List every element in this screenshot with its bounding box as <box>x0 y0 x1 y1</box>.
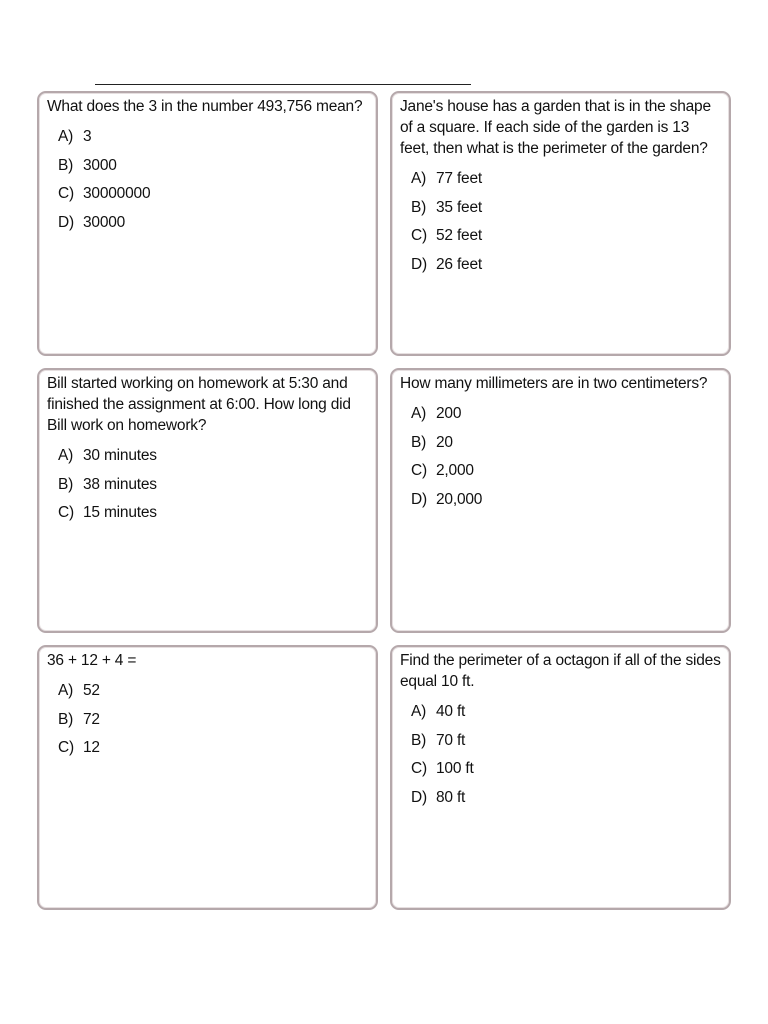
option-label: A) <box>411 703 427 720</box>
answer-option[interactable] <box>411 727 721 756</box>
option-text: 30000000 <box>83 185 151 202</box>
answer-option[interactable] <box>411 429 721 458</box>
option-text: 200 <box>436 405 462 422</box>
option-label: A) <box>58 447 74 464</box>
option-text: 30000 <box>83 213 126 231</box>
answer-option[interactable] <box>58 499 368 528</box>
question-text: What does the 3 in the number 493,756 mean? <box>47 98 363 115</box>
option-label: C) <box>58 185 74 202</box>
option-text: 20 <box>436 433 453 451</box>
option-label: B) <box>411 198 427 216</box>
option-text: 80 ft <box>436 788 466 806</box>
answer-option[interactable] <box>58 471 368 500</box>
option-label: A) <box>58 682 74 699</box>
option-label: C) <box>58 739 74 756</box>
option-label: B) <box>58 710 74 728</box>
answer-option[interactable] <box>58 706 368 735</box>
option-label: D) <box>58 213 74 231</box>
answer-option[interactable] <box>58 152 368 181</box>
option-label: B) <box>411 731 427 749</box>
answer-option[interactable] <box>411 165 721 194</box>
option-text: 72 <box>83 710 100 728</box>
option-text: 12 <box>83 739 100 756</box>
answer-option[interactable] <box>411 755 721 784</box>
answer-options <box>400 165 721 279</box>
option-label: A) <box>411 405 427 422</box>
question-card-6 <box>390 645 731 910</box>
answer-options <box>47 123 368 237</box>
option-label: D) <box>411 490 427 508</box>
answer-option[interactable] <box>58 180 368 209</box>
option-label: B) <box>58 475 74 493</box>
option-text: 20,000 <box>436 490 483 508</box>
answer-options <box>400 400 721 514</box>
option-label: D) <box>411 788 427 806</box>
question-text: Find the perimeter of a octagon if all of the sides equal 10 ft. <box>400 652 721 690</box>
option-text: 38 minutes <box>83 475 157 493</box>
answer-option[interactable] <box>411 784 721 813</box>
option-text: 52 feet <box>436 227 483 244</box>
question-text: Bill started working on homework at 5:30 and finished the assignment at 6:00. How long did Bill work on homework? <box>47 375 351 434</box>
name-line <box>95 84 471 85</box>
option-text: 35 feet <box>436 198 483 216</box>
option-label: C) <box>58 504 74 521</box>
option-text: 52 <box>83 682 100 699</box>
option-label: C) <box>411 760 427 777</box>
option-text: 26 feet <box>436 255 483 273</box>
option-label: B) <box>58 156 74 174</box>
answer-option[interactable] <box>58 442 368 471</box>
option-text: 40 ft <box>436 703 466 720</box>
answer-option[interactable] <box>411 457 721 486</box>
answer-option[interactable] <box>411 194 721 223</box>
option-label: D) <box>411 255 427 273</box>
option-text: 3000 <box>83 156 117 174</box>
answer-option[interactable] <box>411 698 721 727</box>
answer-option[interactable] <box>411 251 721 280</box>
option-label: B) <box>411 433 427 451</box>
question-card-3 <box>37 368 378 633</box>
answer-option[interactable] <box>58 677 368 706</box>
question-text: 36 + 12 + 4 = <box>47 652 137 669</box>
option-text: 3 <box>83 128 92 145</box>
answer-options <box>47 442 368 528</box>
answer-option[interactable] <box>58 734 368 763</box>
option-label: C) <box>411 227 427 244</box>
answer-option[interactable] <box>58 209 368 238</box>
answer-option[interactable] <box>411 486 721 515</box>
answer-option[interactable] <box>411 222 721 251</box>
question-card-4 <box>390 368 731 633</box>
option-text: 100 ft <box>436 760 474 777</box>
option-text: 15 minutes <box>83 504 157 521</box>
option-label: A) <box>58 128 74 145</box>
option-text: 30 minutes <box>83 447 157 464</box>
question-text: How many millimeters are in two centimeters? <box>400 375 708 392</box>
option-text: 77 feet <box>436 170 483 187</box>
answer-options <box>400 698 721 812</box>
question-card-2 <box>390 91 731 356</box>
question-card-1 <box>37 91 378 356</box>
option-label: A) <box>411 170 427 187</box>
answer-option[interactable] <box>58 123 368 152</box>
option-text: 70 ft <box>436 731 466 749</box>
question-card-5 <box>37 645 378 910</box>
answer-option[interactable] <box>411 400 721 429</box>
question-text: Jane's house has a garden that is in the shape of a square. If each side of the garden is 13 feet, then what is the perimeter of the garden? <box>400 98 711 157</box>
option-label: C) <box>411 462 427 479</box>
answer-options <box>47 677 368 763</box>
option-text: 2,000 <box>436 462 474 479</box>
